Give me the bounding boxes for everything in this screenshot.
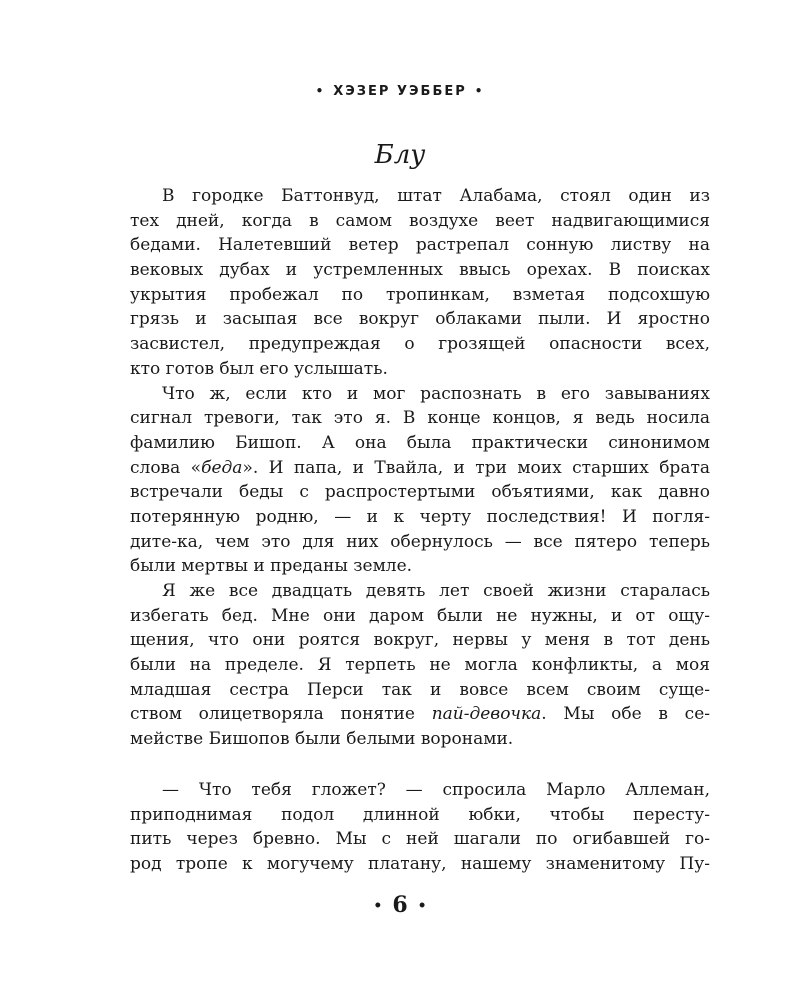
- italic-word: беда: [201, 457, 243, 478]
- folio-dot-right: •: [417, 898, 427, 914]
- running-head-dot-right: •: [474, 84, 485, 98]
- text-line: мействе Бишопов были белыми воронами.: [130, 729, 514, 750]
- text-line: засвистел, предупреждая о грозящей опасности всех,: [130, 334, 710, 355]
- text-line: — Что тебя гложет? — спросила Марло Аллеман,: [162, 780, 710, 800]
- running-head-dot-left: •: [315, 84, 326, 98]
- text-line: Я же все двадцать девять лет своей жизни старалась: [162, 581, 710, 601]
- text-line: слова «беда». И папа, и Твайла, и три моих старших брата: [130, 457, 710, 478]
- text-line: грязь и засыпая все вокруг облаками пыли. И яростно: [130, 309, 710, 330]
- text-line: фамилию Бишоп. А она была практически синонимом: [130, 432, 710, 453]
- page-number-value: 6: [392, 892, 408, 918]
- page-number: [0, 892, 800, 918]
- text-line: были на пределе. Я терпеть не могла конфликты, а моя: [130, 655, 710, 676]
- text-line: младшая сестра Перси так и вовсе всем своим суще-: [130, 679, 710, 700]
- text-line: вековых дубах и устремленных ввысь орехах. В поисках: [130, 260, 710, 281]
- dialogue-text: [130, 778, 710, 877]
- folio-dot-left: •: [373, 898, 383, 914]
- running-head-author: ХЭЗЕР УЭББЕР: [333, 84, 467, 99]
- text-line: потерянную родню, — и к черту последствия! И погля-: [130, 506, 710, 527]
- text-line: пить через бревно. Мы с ней шагали по огибавшей го-: [130, 829, 710, 850]
- body-text: [130, 184, 710, 752]
- italic-word: пай-девочка: [431, 704, 542, 725]
- text-line: ством олицетворяла понятие пай-девочка. Мы обе в се-: [130, 704, 710, 725]
- text-line: встречали беды с распростертыми объятиями, как давно: [130, 482, 710, 503]
- text-line: В городке Баттонвуд, штат Алабама, стоял один из: [162, 186, 710, 206]
- text-line: дите-ка, чем это для них обернулось — все пятеро теперь: [130, 531, 710, 552]
- text-line: Что ж, если кто и мог распознать в его завываниях: [162, 383, 710, 404]
- text-line: укрытия пробежал по тропинкам, взметая подсохшую: [130, 284, 710, 305]
- text-line: кто готов был его услышать.: [130, 358, 388, 379]
- text-line: избегать бед. Мне они даром были не нужны, и от ощу-: [130, 605, 710, 626]
- text-line: бедами. Налетевший ветер растрепал сонную листву на: [130, 235, 710, 256]
- text-line: щения, что они роятся вокруг, нервы у меня в тот день: [130, 630, 710, 651]
- chapter-title: Блу: [374, 140, 426, 170]
- text-line: род тропе к могучему платану, нашему знаменитому Пу-: [130, 854, 710, 875]
- text-line: приподнимая подол длинной юбки, чтобы пересту-: [130, 804, 710, 825]
- text-line: тех дней, когда в самом воздухе веет надвигающимися: [130, 210, 710, 231]
- text-line: были мертвы и преданы земле.: [130, 556, 413, 577]
- running-head: [0, 84, 800, 99]
- text-line: сигнал тревоги, так это я. В конце концов, я ведь носила: [130, 408, 710, 429]
